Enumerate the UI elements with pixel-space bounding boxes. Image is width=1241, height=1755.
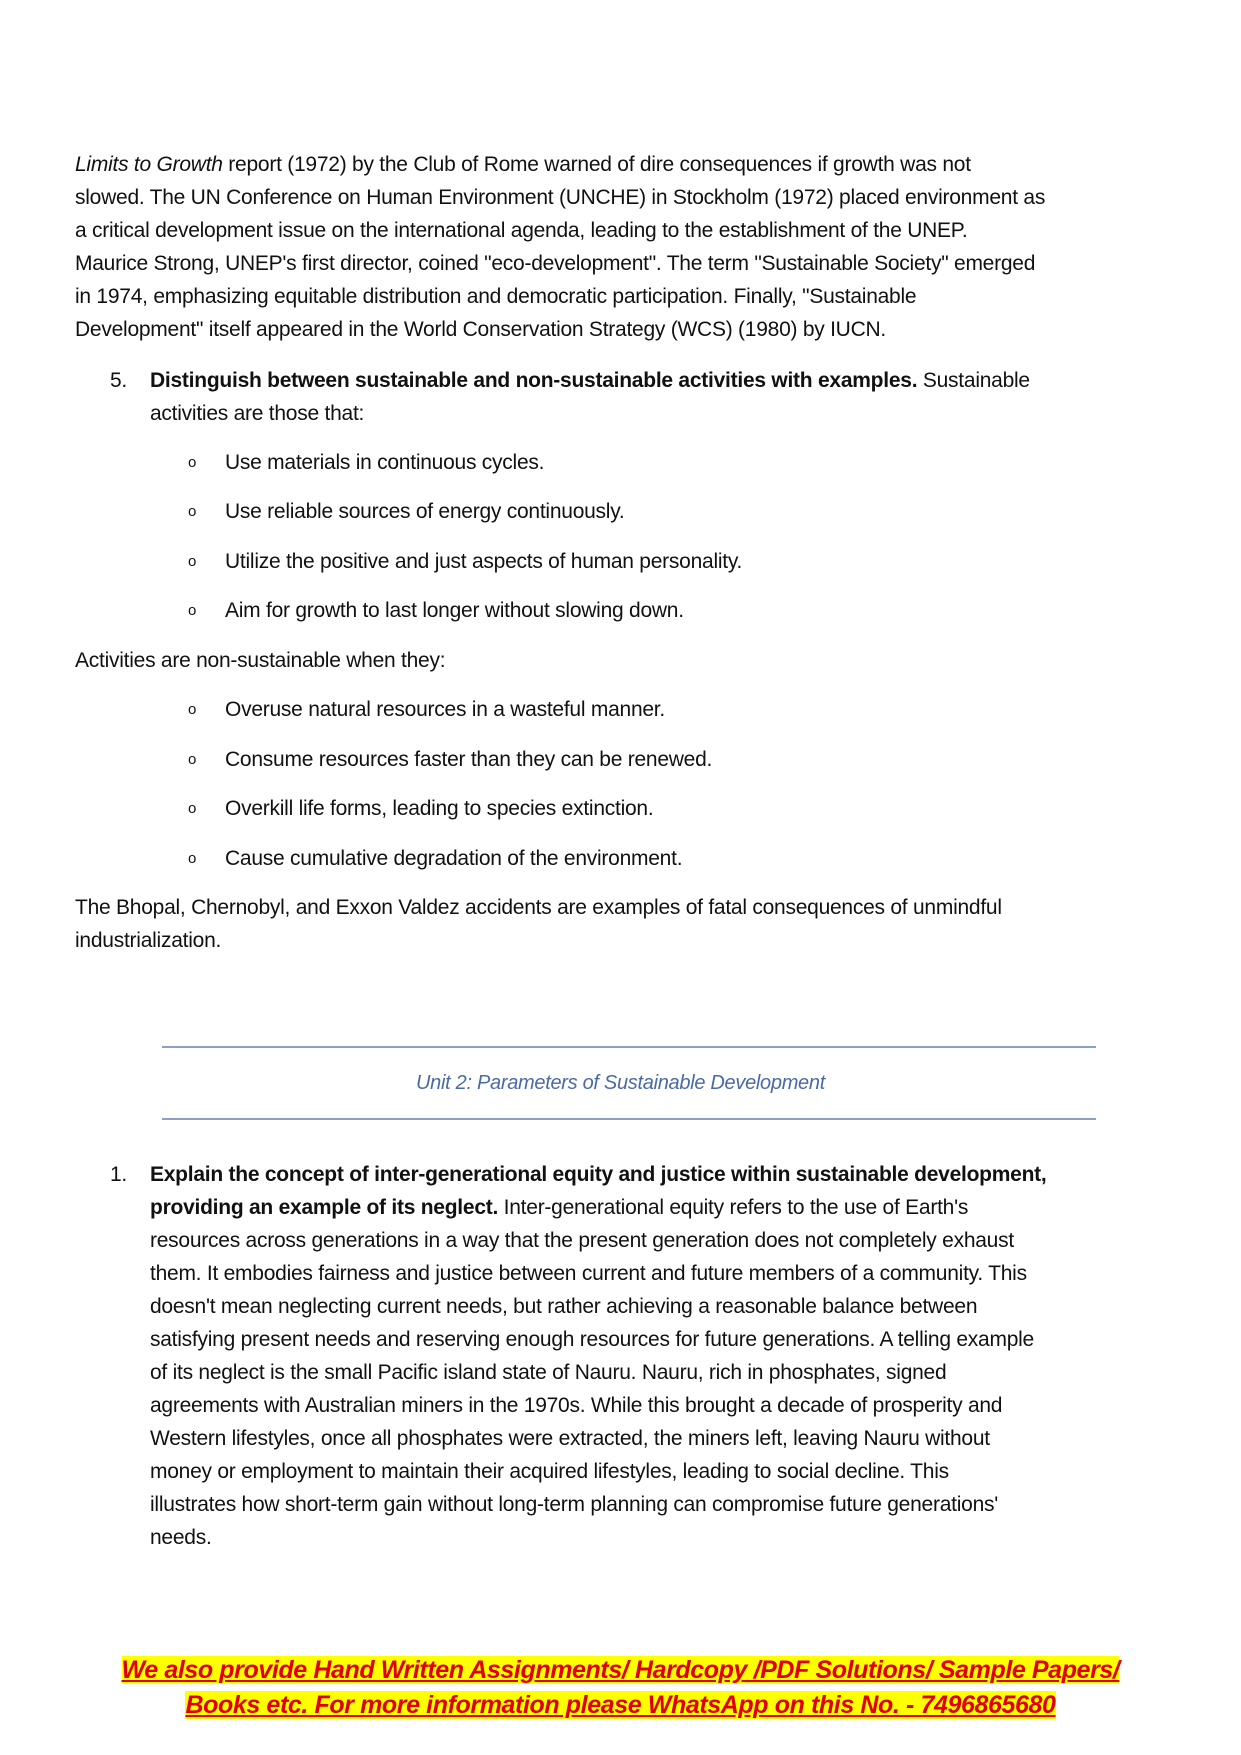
closing-line: The Bhopal, Chernobyl, and Exxon Valdez accidents are examples of fatal consequences of unmindful: [75, 896, 1002, 919]
question-1: [110, 1158, 1170, 1554]
intro-line: slowed. The UN Conference on Human Environment (UNCHE) in Stockholm (1972) placed environment as: [75, 186, 1046, 209]
question-text: Distinguish between sustainable and non-sustainable activities with examples.: [150, 369, 918, 392]
closing-paragraph: [75, 891, 1165, 957]
bullet-text: Consume resources faster than they can be renewed.: [225, 748, 713, 771]
answer-line: satisfying present needs and reserving enough resources for future generations. A telling example: [150, 1328, 1034, 1351]
answer-line: agreements with Australian miners in the 1970s. While this brought a decade of prosperity and: [150, 1394, 1003, 1417]
non-sustainable-intro: Activities are non-sustainable when they:: [75, 649, 446, 672]
answer-line: them. It embodies fairness and justice between current and future members of a community. This: [150, 1262, 1027, 1285]
report-title: Limits to Growth: [75, 153, 223, 176]
intro-line: a critical development issue on the international agenda, leading to the establishment of the UNEP.: [75, 219, 968, 242]
hollow-bullet-icon: o: [188, 553, 197, 570]
footer-ad: [0, 1653, 1241, 1723]
answer-text: activities are those that:: [150, 402, 365, 425]
unit-heading: Unit 2: Parameters of Sustainable Development: [416, 1072, 825, 1094]
answer-line: doesn't mean neglecting current needs, but rather achieving a reasonable balance between: [150, 1295, 978, 1318]
intro-line: report (1972) by the Club of Rome warned of dire consequences if growth was not: [222, 153, 971, 176]
bullet-text: Utilize the positive and just aspects of human personality.: [225, 550, 743, 573]
intro-line: Development" itself appeared in the World Conservation Strategy (WCS) (1980) by IUCN.: [75, 318, 887, 341]
intro-line: Maurice Strong, UNEP's first director, coined "eco-development". The term "Sustainable Society" emerged: [75, 252, 1036, 275]
question-5: [110, 364, 1170, 430]
divider-top: [162, 1046, 1096, 1048]
answer-line: resources across generations in a way that the present generation does not completely exhaust: [150, 1229, 1014, 1252]
list-number: 5.: [110, 369, 128, 392]
footer-line: We also provide Hand Written Assignments/ Hardcopy /PDF Solutions/ Sample Papers/: [121, 1656, 1120, 1684]
intro-line: in 1974, emphasizing equitable distribution and democratic participation. Finally, "Sustainable: [75, 285, 917, 308]
bullet-text: Use reliable sources of energy continuously.: [225, 500, 625, 523]
list-number: 1.: [110, 1163, 128, 1186]
hollow-bullet-icon: o: [188, 454, 197, 471]
answer-line: Western lifestyles, once all phosphates were extracted, the miners left, leaving Nauru without: [150, 1427, 990, 1450]
footer-line: Books etc. For more information please WhatsApp on this No. - 7496865680: [185, 1691, 1056, 1719]
hollow-bullet-icon: o: [188, 850, 197, 867]
answer-text: Sustainable: [917, 369, 1030, 392]
question-text: providing an example of its neglect.: [150, 1196, 499, 1219]
hollow-bullet-icon: o: [188, 503, 197, 520]
answer-line: illustrates how short-term gain without long-term planning can compromise future generations': [150, 1493, 999, 1516]
bullet-text: Overuse natural resources in a wasteful manner.: [225, 698, 665, 721]
answer-line: needs.: [150, 1526, 212, 1549]
hollow-bullet-icon: o: [188, 751, 197, 768]
bullet-text: Overkill life forms, leading to species extinction.: [225, 797, 654, 820]
intro-paragraph: [75, 148, 1165, 346]
closing-line: industrialization.: [75, 929, 222, 952]
hollow-bullet-icon: o: [188, 602, 197, 619]
answer-line: money or employment to maintain their acquired lifestyles, leading to social decline. This: [150, 1460, 949, 1483]
hollow-bullet-icon: o: [188, 800, 197, 817]
bullet-text: Aim for growth to last longer without slowing down.: [225, 599, 684, 622]
bullet-text: Use materials in continuous cycles.: [225, 451, 545, 474]
question-text: Explain the concept of inter-generational equity and justice within sustainable development,: [150, 1163, 1047, 1186]
bullet-text: Cause cumulative degradation of the environment.: [225, 847, 683, 870]
answer-text: Inter-generational equity refers to the use of Earth's: [498, 1196, 969, 1219]
divider-bottom: [162, 1118, 1096, 1120]
answer-line: of its neglect is the small Pacific island state of Nauru. Nauru, rich in phosphates, signed: [150, 1361, 947, 1384]
hollow-bullet-icon: o: [188, 701, 197, 718]
